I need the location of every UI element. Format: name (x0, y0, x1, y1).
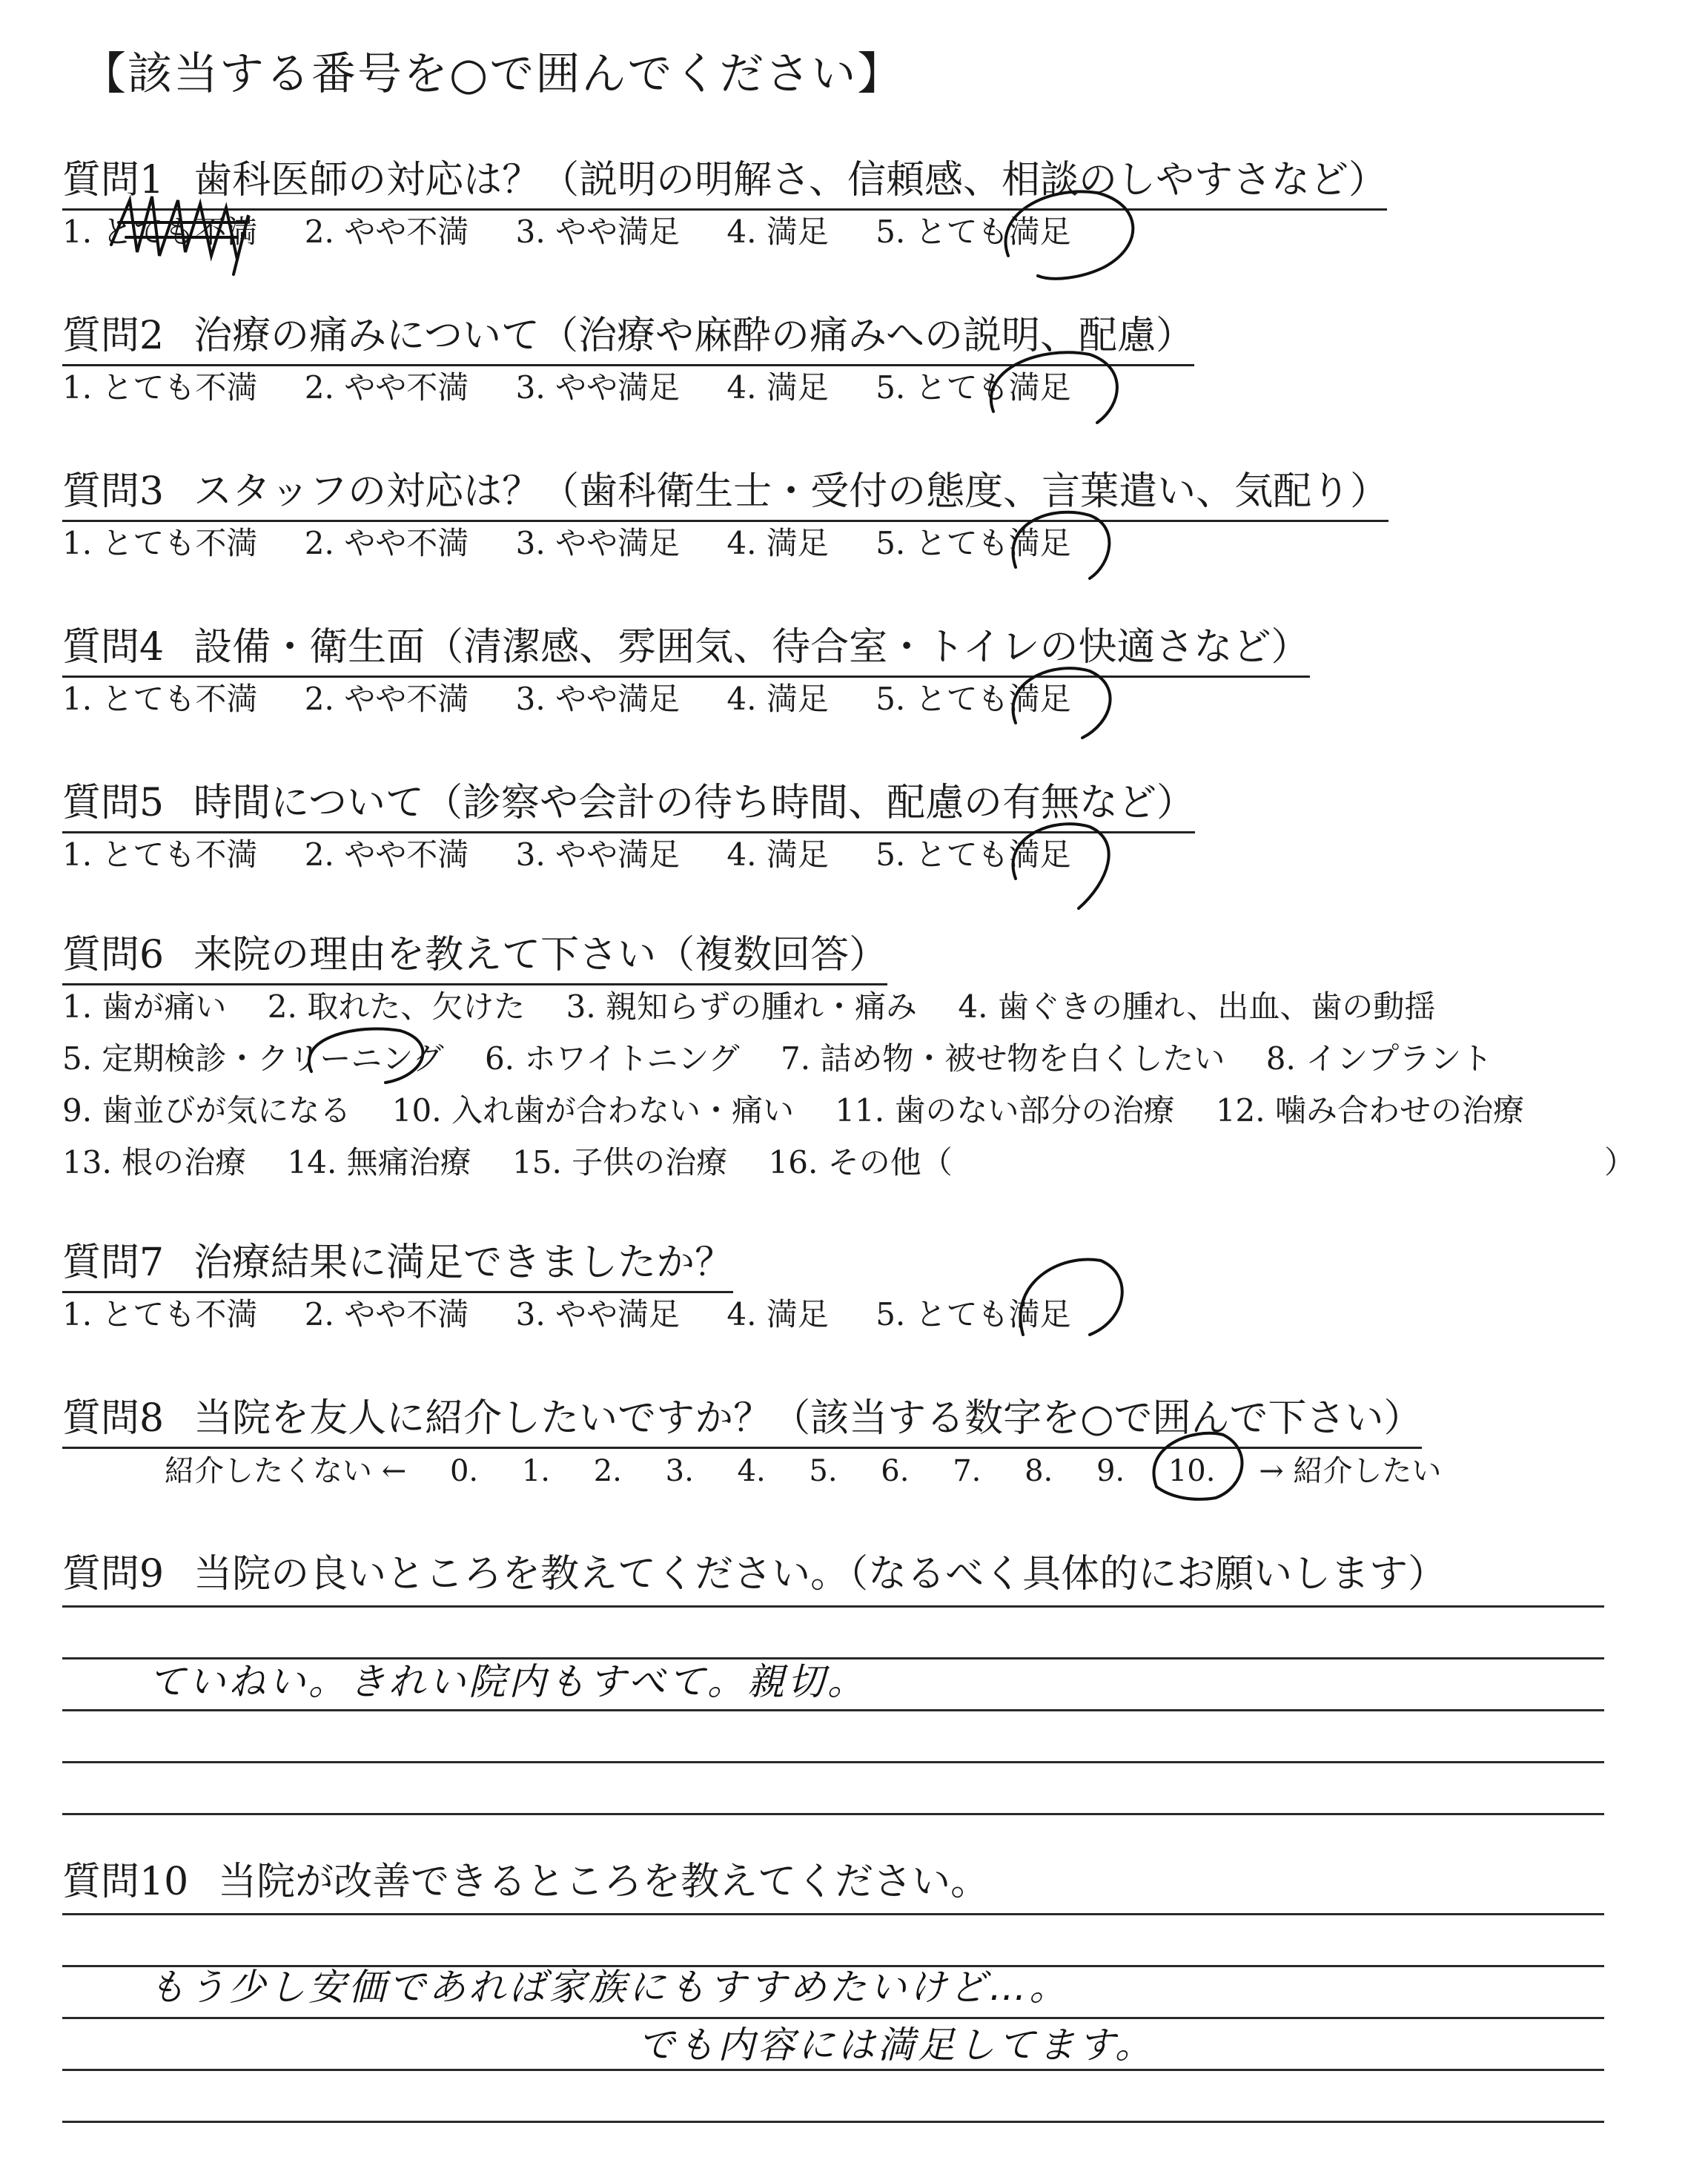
scale-5[interactable]: 5. (809, 1454, 838, 1488)
question-6-number: 質問6 (62, 933, 165, 977)
option-4[interactable]: 4. 満足 (726, 525, 829, 561)
question-3-text: スタッフの対応は？（歯科衛生士・受付の態度、言葉遣い、気配り） (193, 469, 1389, 514)
reason-15[interactable]: 15. 子供の治療 (512, 1144, 728, 1180)
question-7-options (62, 1290, 1108, 1335)
question-9-handwritten-answer[interactable]: ていねい。きれい院内もすべて。親切。 (148, 1660, 867, 1703)
reason-10[interactable]: 10. 入れ歯が合わない・痛い (391, 1092, 794, 1129)
option-3[interactable]: 3. やや満足 (515, 836, 681, 873)
reason-14[interactable]: 14. 無痛治療 (287, 1144, 471, 1180)
option-5[interactable]: 5. とても満足 (875, 369, 1071, 406)
question-1-heading (62, 148, 1387, 211)
option-3[interactable]: 3. やや満足 (515, 525, 681, 561)
reason-3[interactable]: 3. 親知らずの腫れ・痛み (566, 988, 918, 1025)
question-9-heading (62, 1542, 1446, 1602)
scale-7[interactable]: 7. (953, 1454, 982, 1488)
question-2-options (62, 363, 1108, 408)
question-10-text: 当院が改善できるところを教えてください。 (218, 1860, 990, 1904)
answer-line (62, 1605, 1604, 1608)
question-10-handwritten-answer-line-1[interactable]: もう少し安価であれば家族にもすすめたいけど…。 (148, 1966, 1070, 2009)
question-8-heading (62, 1387, 1422, 1449)
answer-line (62, 2121, 1604, 2123)
scale-8[interactable]: 8. (1025, 1454, 1053, 1488)
reason-row-3 (62, 1086, 1555, 1131)
question-10-number: 質問10 (62, 1860, 189, 1904)
option-2[interactable]: 2. やや不満 (304, 836, 469, 873)
reason-8[interactable]: 8. インプラント (1265, 1040, 1493, 1077)
answer-line (62, 1813, 1604, 1815)
question-6-text: 来院の理由を教えて下さい（複数回答） (193, 933, 888, 977)
reason-1[interactable]: 1. 歯が痛い (62, 988, 227, 1025)
option-3[interactable]: 3. やや満足 (515, 1296, 681, 1332)
option-2[interactable]: 2. やや不満 (304, 681, 469, 717)
option-2[interactable]: 2. やや不満 (304, 214, 469, 250)
option-1[interactable]: 1. とても不満 (62, 369, 258, 406)
reason-12[interactable]: 12. 噛み合わせの治療 (1215, 1092, 1524, 1129)
reason-16-close-paren: ） (1604, 1144, 1636, 1180)
option-1[interactable]: 1. とても不満 (62, 214, 258, 250)
reason-row-4 (62, 1138, 1636, 1183)
question-5-options (62, 830, 1108, 875)
option-4[interactable]: 4. 満足 (726, 214, 829, 250)
scale-2[interactable]: 2. (593, 1454, 622, 1488)
question-10-heading (62, 1850, 989, 1910)
scale-4[interactable]: 4. (737, 1454, 766, 1488)
option-2[interactable]: 2. やや不満 (304, 1296, 469, 1332)
reason-16[interactable]: 16. その他（ (768, 1144, 953, 1180)
option-1[interactable]: 1. とても不満 (62, 836, 258, 873)
reason-13[interactable]: 13. 根の治療 (62, 1144, 247, 1180)
question-5-text: 時間について（診察や会計の待ち時間、配慮の有無など） (193, 781, 1196, 825)
question-2-number: 質問2 (62, 314, 165, 358)
question-1-number: 質問1 (62, 158, 165, 202)
question-1-options (62, 208, 1108, 252)
option-1[interactable]: 1. とても不満 (62, 1296, 258, 1332)
question-3-number: 質問3 (62, 469, 165, 514)
option-5[interactable]: 5. とても満足 (875, 836, 1071, 873)
scale-left-label: 紹介したくない ← (165, 1454, 407, 1488)
question-4-number: 質問4 (62, 625, 165, 670)
answer-line (62, 1709, 1604, 1711)
option-1[interactable]: 1. とても不満 (62, 681, 258, 717)
question-9-number: 質問9 (62, 1552, 165, 1596)
question-10-handwritten-answer-line-2[interactable]: でも内容には満足してます。 (638, 2024, 1155, 2067)
question-2-text: 治療の痛みについて（治療や麻酔の痛みへの説明、配慮） (193, 314, 1195, 358)
question-3-heading (62, 460, 1388, 522)
option-3[interactable]: 3. やや満足 (515, 681, 681, 717)
reason-5[interactable]: 5. 定期検診・クリーニング (62, 1040, 444, 1077)
reason-6[interactable]: 6. ホワイトニング (484, 1040, 740, 1077)
question-3-options (62, 519, 1108, 564)
reason-2[interactable]: 2. 取れた、欠けた (267, 988, 526, 1025)
question-4-heading (62, 615, 1310, 678)
answer-line (62, 1913, 1604, 1915)
option-4[interactable]: 4. 満足 (726, 681, 829, 717)
question-4-text: 設備・衛生面（清潔感、雰囲気、待合室・トイレの快適さなど） (193, 625, 1310, 670)
option-5[interactable]: 5. とても満足 (875, 214, 1071, 250)
answer-line (62, 1761, 1604, 1763)
scale-0[interactable]: 0. (449, 1454, 479, 1488)
option-2[interactable]: 2. やや不満 (304, 525, 469, 561)
option-5[interactable]: 5. とても満足 (875, 681, 1071, 717)
option-5[interactable]: 5. とても満足 (875, 1296, 1071, 1332)
scale-10[interactable]: 10. (1168, 1454, 1216, 1488)
question-7-text: 治療結果に満足できましたか？ (193, 1241, 734, 1285)
recommend-scale (165, 1447, 1475, 1490)
reason-row-1 (62, 982, 1466, 1027)
question-5-number: 質問5 (62, 781, 165, 825)
question-7-heading (62, 1231, 733, 1293)
reason-row-2 (62, 1034, 1523, 1079)
scale-6[interactable]: 6. (881, 1454, 910, 1488)
option-4[interactable]: 4. 満足 (726, 369, 829, 406)
answer-line (62, 2069, 1604, 2071)
option-3[interactable]: 3. やや満足 (515, 369, 681, 406)
option-2[interactable]: 2. やや不満 (304, 369, 469, 406)
option-3[interactable]: 3. やや満足 (515, 214, 681, 250)
question-1-text: 歯科医師の対応は？（説明の明解さ、信頼感、相談のしやすさなど） (193, 158, 1388, 202)
reason-9[interactable]: 9. 歯並びが気になる (62, 1092, 351, 1129)
question-6-heading (62, 923, 887, 985)
question-4-options (62, 675, 1108, 719)
reason-7[interactable]: 7. 詰め物・被せ物を白くしたい (780, 1040, 1225, 1077)
scale-9[interactable]: 9. (1096, 1454, 1125, 1488)
option-4[interactable]: 4. 満足 (726, 836, 829, 873)
scale-right-label: → 紹介したい (1259, 1454, 1442, 1488)
question-8-number: 質問8 (62, 1396, 165, 1441)
question-7-number: 質問7 (62, 1241, 165, 1285)
option-1[interactable]: 1. とても不満 (62, 525, 258, 561)
reason-4[interactable]: 4. 歯ぐきの腫れ、出血、歯の動揺 (958, 988, 1436, 1025)
scale-1[interactable]: 1. (521, 1454, 551, 1488)
form-title: 【該当する番号を○で囲んでください】 (82, 48, 904, 100)
question-5-heading (62, 771, 1195, 833)
option-4[interactable]: 4. 満足 (726, 1296, 829, 1332)
scale-3[interactable]: 3. (665, 1454, 694, 1488)
question-8-text: 当院を友人に紹介したいですか？（該当する数字を○で囲んで下さい） (193, 1396, 1423, 1441)
question-2-heading (62, 304, 1194, 366)
question-9-text: 当院の良いところを教えてください。（なるべく具体的にお願いします） (193, 1552, 1447, 1596)
option-5[interactable]: 5. とても満足 (875, 525, 1071, 561)
reason-11[interactable]: 11. 歯のない部分の治療 (835, 1092, 1175, 1129)
